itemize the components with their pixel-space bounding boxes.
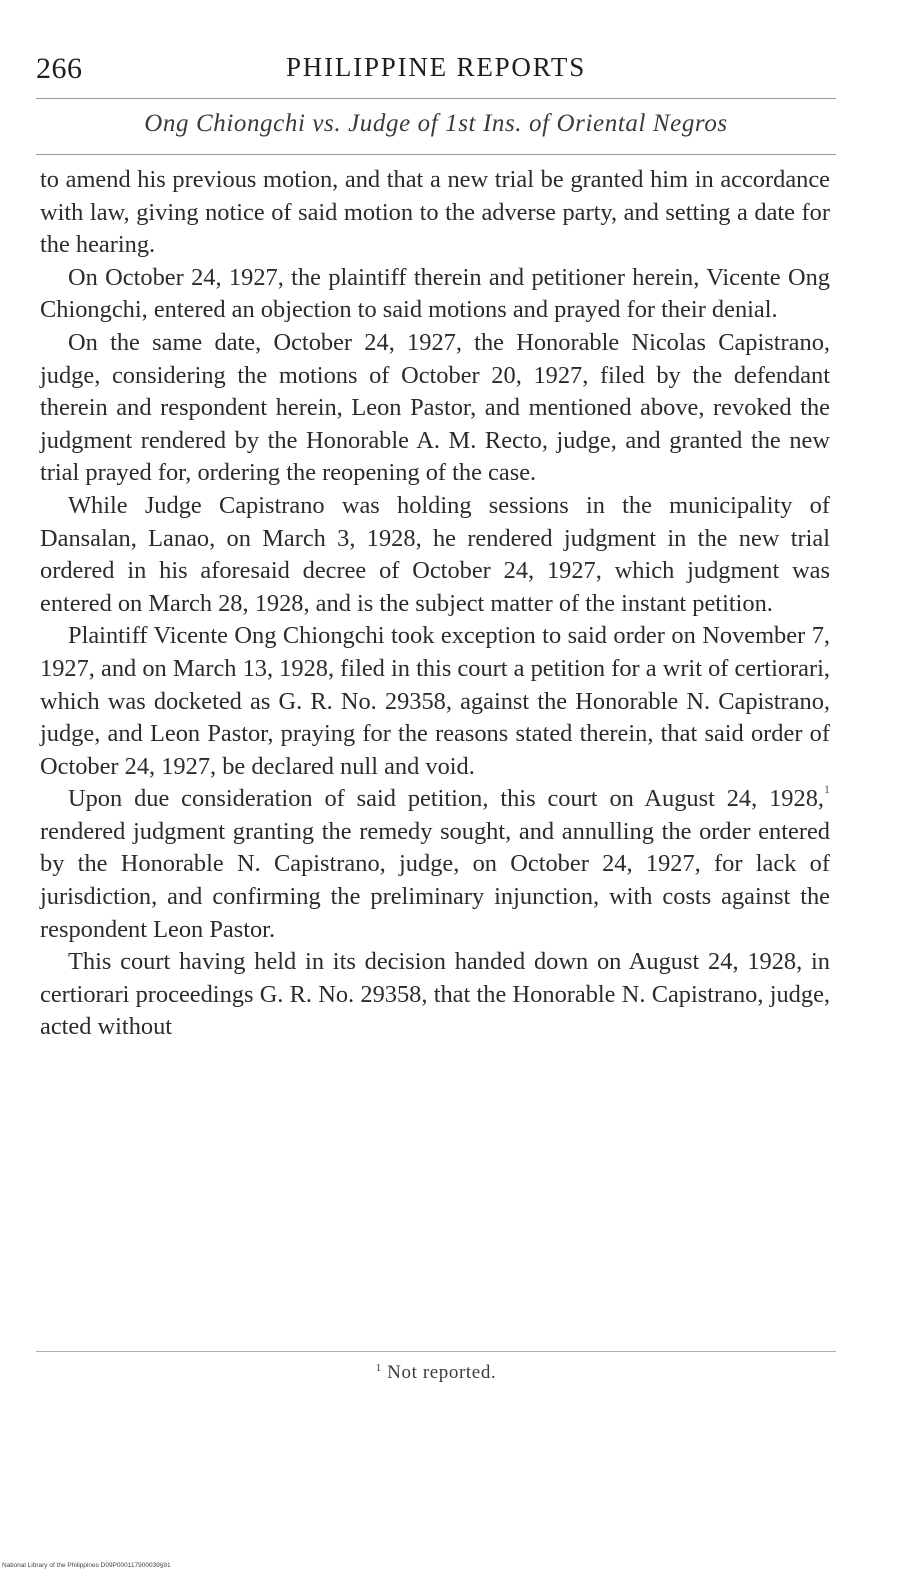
- paragraph-3: On the same date, October 24, 1927, the Honorable Nicolas Capistrano, judge, considering the motions of October 20, 1927, filed by the defendant therein and respondent herein, Leon Pastor, and mentioned above, revoked the judgment rendered by the Honorable A. M. Recto, judge, and granted the new trial prayed for, ordering the reopening of the case.: [40, 328, 830, 487]
- running-head: PHILIPPINE REPORTS: [285, 52, 587, 82]
- scan-credit: National Library of the Philippines D09P000117900039§91: [2, 1562, 171, 1569]
- paragraph-2: On October 24, 1927, the plaintiff therein and petitioner herein, Vicente Ong Chiongchi, entered an objection to said motions and prayed for their denial.: [40, 263, 830, 324]
- footnote-reference: 1: [824, 782, 830, 797]
- title-rule: [36, 154, 836, 155]
- paragraph-6: [40, 783, 830, 946]
- paragraph-5: Plaintiff Vicente Ong Chiongchi took exception to said order on November 7, 1927, and on March 13, 1928, filed in this court a petition for a writ of certiorari, which was docketed as G. R. No. 29358, against the Honorable N. Capistrano, judge, and Leon Pastor, praying for the reasons stated therein, that said order of October 24, 1927, be declared null and void.: [40, 622, 830, 780]
- paragraph-4: While Judge Capistrano was holding sessions in the municipality of Dansalan, Lanao, on March 3, 1928, he rendered judgment in the new trial ordered in his aforesaid decree of October 24, 1927, which judgment was entered on March 28, 1928, and is the subject matter of the instant petition.: [40, 491, 830, 617]
- paragraph-6-end: rendered judgment granting the remedy sought, and annulling the order entered by the Honorable N. Capistrano, judge, on October 24, 1927, for lack of jurisdiction, and confirming the preliminary injunction, with costs against the respondent Leon Pastor.: [40, 817, 830, 943]
- page-header: [36, 52, 836, 92]
- page-number: 266: [36, 52, 83, 85]
- paragraph-1: to amend his previous motion, and that a new trial be granted him in accordance with law, giving notice of said motion to the adverse party, and setting a date for the hearing.: [40, 166, 830, 259]
- paragraph-7: This court having held in its decision handed down on August 24, 1928, in certiorari proceedings G. R. No. 29358, that the Honorable N. Capistrano, judge, acted without: [40, 948, 830, 1041]
- case-title: Ong Chiongchi vs. Judge of 1st Ins. of Oriental Negros: [144, 110, 728, 137]
- paragraph-6-start: Upon due consideration of said petition, this court on August 24, 1928,: [68, 785, 824, 813]
- body-text: [40, 164, 830, 1044]
- footnote-rule: [36, 1351, 836, 1352]
- footnote-mark: 1: [375, 1362, 382, 1374]
- header-rule: [36, 98, 836, 99]
- footnote-text: Not reported.: [387, 1362, 497, 1383]
- footnote: [36, 1362, 836, 1384]
